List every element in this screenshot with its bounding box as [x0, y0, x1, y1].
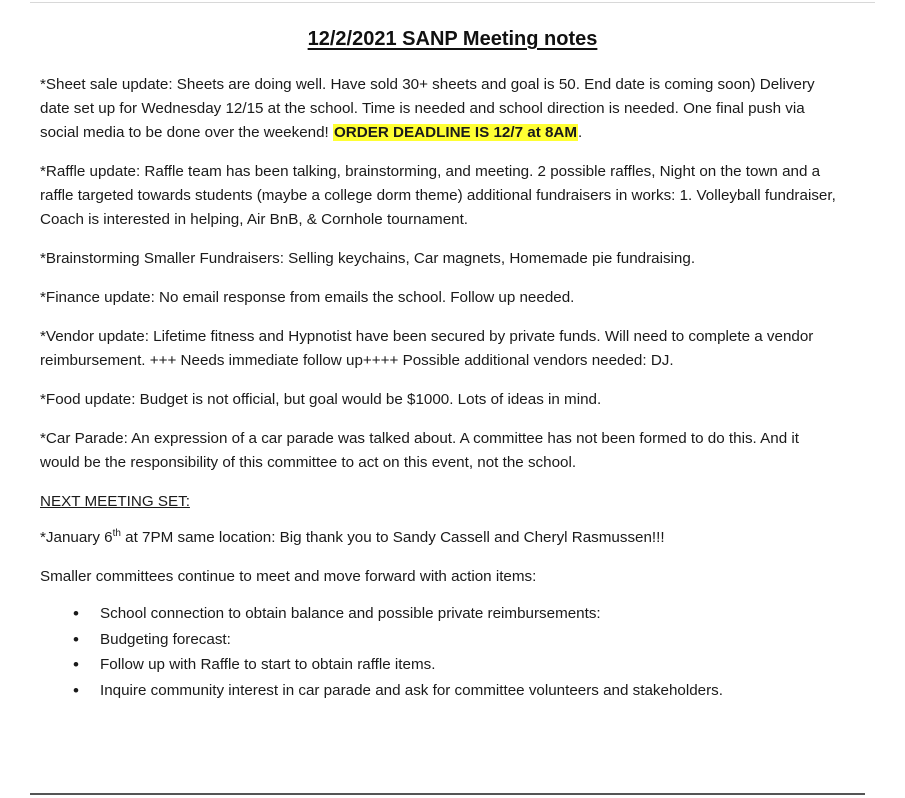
next-meeting-heading: NEXT MEETING SET: — [40, 493, 190, 510]
committees-intro: Smaller committees continue to meet and move forward with action items: — [40, 568, 537, 585]
document-title: 12/2/2021 SANP Meeting notes — [307, 28, 598, 50]
list-item: • School connection to obtain balance and possible private reimbursements: — [100, 601, 840, 627]
top-divider — [30, 2, 875, 3]
list-item: • Follow up with Raffle to start to obtain raffle items. — [100, 652, 840, 678]
list-item: • Budgeting forecast: — [100, 627, 840, 653]
meeting-date: *January 6 — [40, 529, 113, 546]
bottom-divider — [30, 793, 865, 795]
meeting-details-text: at 7PM same location: Big thank you to Sandy Cassell and Cheryl Rasmussen!!! — [120, 529, 665, 546]
car-parade-update: *Car Parade: An expression of a car parade was talked about. A committee has not been formed to do this. And it would be the responsibility of this committee to act on this event, not the school. — [40, 430, 799, 471]
finance-update: *Finance update: No email response from emails the school. Follow up needed. — [40, 289, 575, 306]
notes-body — [40, 73, 840, 703]
vendor-update: *Vendor update: Lifetime fitness and Hypnotist have been secured by private funds. Will need to complete a vendor reimbursement. +++ Needs immediate follow up++++ Possible additional vendors needed: DJ. — [40, 328, 814, 369]
sheet-sale-end: . — [578, 124, 583, 141]
order-deadline-highlight: ORDER DEADLINE IS 12/7 at 8AM — [333, 124, 578, 141]
brainstorming-fundraisers: *Brainstorming Smaller Fundraisers: Selling keychains, Car magnets, Homemade pie fundraising. — [40, 250, 696, 267]
raffle-update: *Raffle update: Raffle team has been talking, brainstorming, and meeting. 2 possible raffles, Night on the town and a raffle targeted towards students (maybe a college dorm theme) additional fundraisers in works: 1. Volleyball fundraiser, Coach is interested in helping, Air BnB, & Cornhole tournament. — [40, 163, 836, 228]
next-meeting-details — [40, 526, 840, 550]
action-items-list — [40, 601, 840, 703]
sheet-sale-text: *Sheet sale update: Sheets are doing well. Have sold 30+ sheets and goal is 50. End date is coming soon) Delivery date set up for Wednesday 12/15 at the school. Time is needed and school direction is needed. One final push via social media to be done over the weekend! — [40, 76, 815, 141]
food-update: *Food update: Budget is not official, but goal would be $1000. Lots of ideas in mind. — [40, 391, 602, 408]
meeting-date-suffix: th — [112, 527, 121, 539]
sheet-sale-update — [40, 73, 840, 145]
list-item: • Inquire community interest in car parade and ask for committee volunteers and stakeholders. — [100, 678, 840, 704]
